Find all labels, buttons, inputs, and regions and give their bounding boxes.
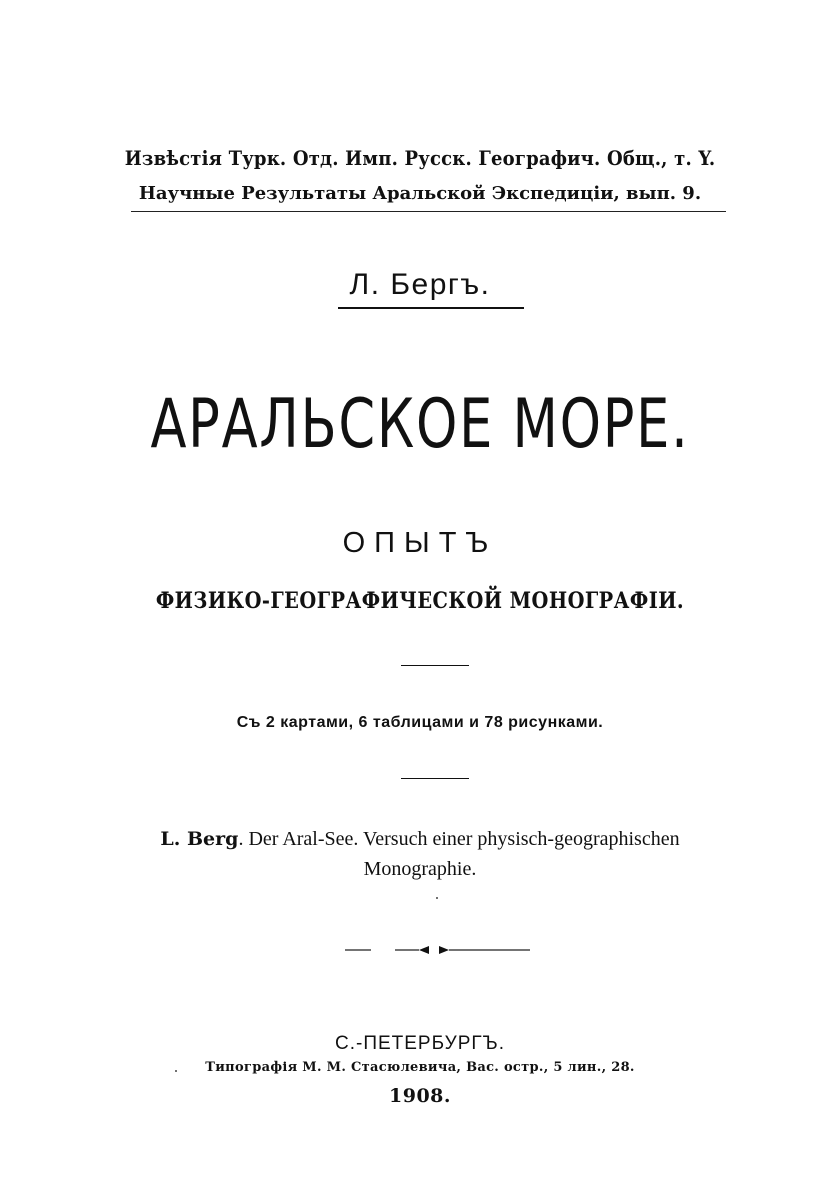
german-title-line-2: Monographie. bbox=[363, 858, 477, 880]
speck bbox=[436, 897, 438, 899]
author-name: Л. Бергъ. bbox=[349, 268, 491, 301]
series-line-2: Научные Результаты Аральской Экспедиціи, вып. 9. bbox=[138, 183, 702, 204]
imprint-printer: Типографія М. М. Стасюлевича, Вас. остр., 5 лин., 28. bbox=[205, 1060, 635, 1075]
german-author: L. Berg bbox=[160, 828, 239, 850]
german-title-line-1 bbox=[0, 828, 840, 851]
section-divider-2 bbox=[401, 778, 469, 779]
author-underline bbox=[338, 307, 524, 309]
german-title-text: . Der Aral-See. Versuch einer physisch-geographischen bbox=[238, 828, 680, 850]
section-divider-1 bbox=[401, 665, 469, 666]
ornament-divider bbox=[345, 944, 530, 956]
illustrations-note: Съ 2 картами, 6 таблицами и 78 рисунками. bbox=[236, 714, 604, 731]
subtitle-line-2: ФИЗИКО-ГЕОГРАФИЧЕСКОЙ МОНОГРАФІИ. bbox=[155, 588, 685, 614]
subtitle-line-1: ОПЫТЪ bbox=[342, 527, 498, 559]
imprint-city: С.-ПЕТЕРБУРГЪ. bbox=[335, 1033, 505, 1054]
book-title: АРАЛЬСКОЕ МОРЕ. bbox=[150, 385, 690, 464]
header-divider bbox=[131, 211, 726, 212]
speck bbox=[175, 1070, 177, 1072]
series-line-1: Извѣстія Турк. Отд. Имп. Русск. Географич. Общ., т. Y. bbox=[124, 146, 716, 170]
imprint-year: 1908. bbox=[389, 1085, 451, 1107]
